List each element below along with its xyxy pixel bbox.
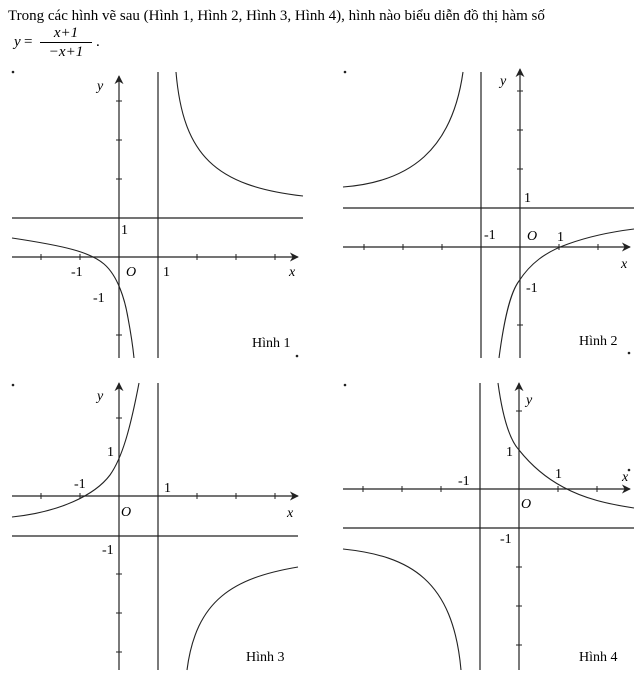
figure-caption: Hình 4 (579, 650, 618, 665)
tick-label: -1 (526, 281, 538, 296)
tick-label: -1 (458, 474, 470, 489)
formula-denominator: −x+1 (48, 44, 84, 60)
origin-label: O (521, 497, 532, 512)
figure-dot (344, 384, 347, 387)
y-axis-label: y (526, 393, 533, 408)
formula-numerator: x+1 (53, 25, 79, 41)
x-axis-label: x (287, 506, 294, 521)
formula-equals: = (24, 34, 33, 50)
y-axis-label: y (97, 389, 104, 404)
origin-label: O (126, 265, 137, 280)
tick-label: -1 (102, 543, 114, 558)
question-text: Trong các hình vẽ sau (Hình 1, Hình 2, Hình 3, Hình 4), hình nào biểu diễn đồ thị hàm số (8, 8, 545, 24)
figure-3 (12, 383, 298, 670)
tick-label: 1 (107, 445, 114, 460)
figure-dot (12, 384, 15, 387)
tick-label: -1 (484, 228, 496, 243)
formula-lhs: y (14, 34, 21, 50)
figure-caption: Hình 3 (246, 650, 285, 665)
x-axis-label: x (289, 265, 296, 280)
origin-label: O (121, 505, 132, 520)
graph-branch-right (176, 72, 303, 196)
graph-branch-left (343, 549, 461, 670)
y-axis-label: y (97, 79, 104, 94)
y-axis-label: y (500, 74, 507, 89)
tick-label: 1 (164, 481, 171, 496)
figure-dot (344, 71, 347, 74)
figure-2 (343, 69, 634, 358)
tick-label: 1 (555, 467, 562, 482)
figure-dot (296, 355, 299, 358)
graph-branch-left (12, 383, 139, 517)
graph-branch-left (343, 72, 463, 187)
figure-dot (12, 71, 15, 74)
origin-label: O (527, 229, 538, 244)
figure-1 (12, 71, 303, 358)
tick-label: -1 (74, 477, 86, 492)
formula-period: . (96, 34, 100, 50)
tick-label: 1 (557, 230, 564, 245)
figure-caption: Hình 2 (579, 334, 618, 349)
tick-label: -1 (93, 291, 105, 306)
tick-label: -1 (71, 265, 83, 280)
figure-dot (628, 352, 631, 355)
x-axis-label: x (621, 257, 628, 272)
graph-branch-left (12, 238, 137, 358)
tick-label: -1 (500, 532, 512, 547)
tick-label: 1 (524, 191, 531, 206)
tick-label: 1 (506, 445, 513, 460)
x-axis-label: x (622, 470, 629, 485)
figure-4 (343, 383, 634, 670)
figure-caption: Hình 1 (252, 336, 291, 351)
tick-label: 1 (121, 223, 128, 238)
tick-label: 1 (163, 265, 170, 280)
